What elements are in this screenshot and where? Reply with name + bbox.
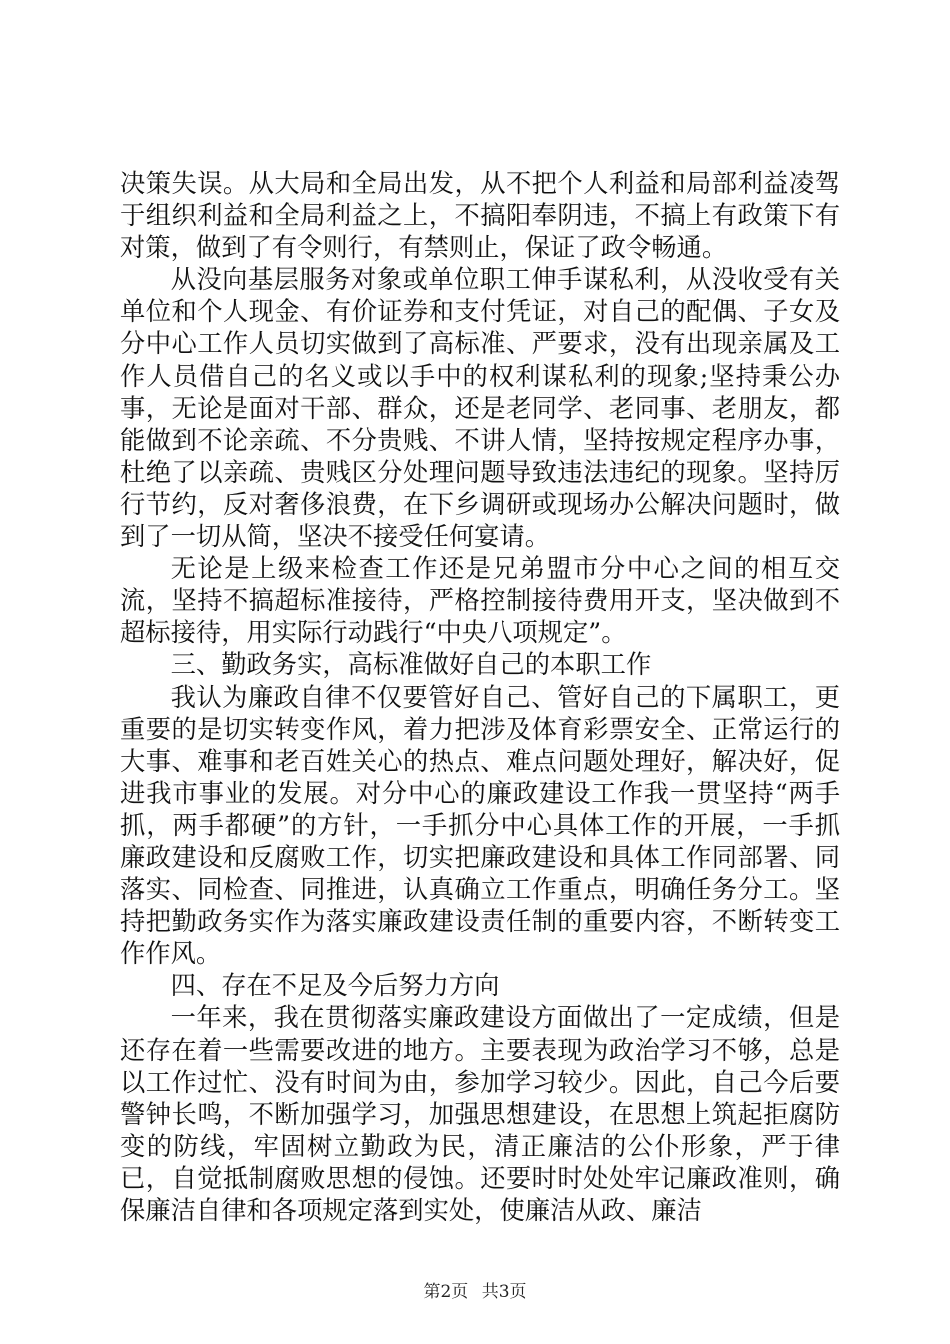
page-footer: [0, 1277, 950, 1302]
paragraph-reception: 无论是上级来检查工作还是兄弟盟市分中心之间的相互交流，坚持不搞超标准接待，严格控制接待费用开支，坚决做到不超标接待，用实际行动践行“中央八项规定”。: [120, 554, 840, 648]
document-body: [120, 168, 840, 1227]
section-heading-4: 四、存在不足及今后努力方向: [170, 971, 500, 1001]
paragraph-duty: 我认为廉政自律不仅要管好自己、管好自己的下属职工，更重要的是切实转变作风，着力把涉及体育彩票安全、正常运行的大事、难事和老百姓关心的热点、难点问题处理好，解决好，促进我市事业的发展。对分中心的廉政建设工作我一贯坚持“两手抓，两手都硬”的方针，一手抓分中心具体工作的开展，一手抓廉政建设和反腐败工作，切实把廉政建设和具体工作同部署、同落实、同检查、同推进，认真确立工作重点，明确任务分工。坚持把勤政务实作为落实廉政建设责任制的重要内容，不断转变工作作风。: [120, 682, 840, 969]
paragraph-shortcomings: 一年来，我在贯彻落实廉政建设方面做出了一定成绩，但是还存在着一些需要改进的地方。主要表现为政治学习不够，总是以工作过忙、没有时间为由，参加学习较少。因此，自己今后要警钟长鸣，不断加强学习，加强思想建设，在思想上筑起拒腐防变的防线，牢固树立勤政为民，清正廉洁的公仆形象，严于律已，自觉抵制腐败思想的侵蚀。还要时时处处牢记廉政准则，确保廉洁自律和各项规定落到实处，使廉洁从政、廉洁: [120, 1003, 840, 1225]
paragraph-integrity: 从没向基层服务对象或单位职工伸手谋私利，从没收受有关单位和个人现金、有价证券和支付凭证，对自己的配偶、子女及分中心工作人员切实做到了高标准、严要求，没有出现亲属及工作人员借自己的名义或以手中的权利谋私利的现象;坚持秉公办事，无论是面对干部、群众，还是老同学、老同事、老朋友，都能做到不论亲疏、不分贵贱、不讲人情，坚持按规定程序办事，杜绝了以亲疏、贵贱区分处理问题导致违法违纪的现象。坚持厉行节约，反对奢侈浪费，在下乡调研或现场办公解决问题时，做到了一切从简，坚决不接受任何宴请。: [120, 265, 840, 552]
page-number: 第2页: [423, 1282, 469, 1302]
section-heading-3: 三、勤政务实，高标准做好自己的本职工作: [170, 650, 652, 680]
paragraph-continuation: 决策失误。从大局和全局出发，从不把个人利益和局部利益凌驾于组织利益和全局利益之上，不搞阳奉阴违，不搞上有政策下有对策，做到了有令则行，有禁则止，保证了政令畅通。: [120, 169, 840, 263]
page-total: 共3页: [481, 1282, 527, 1302]
